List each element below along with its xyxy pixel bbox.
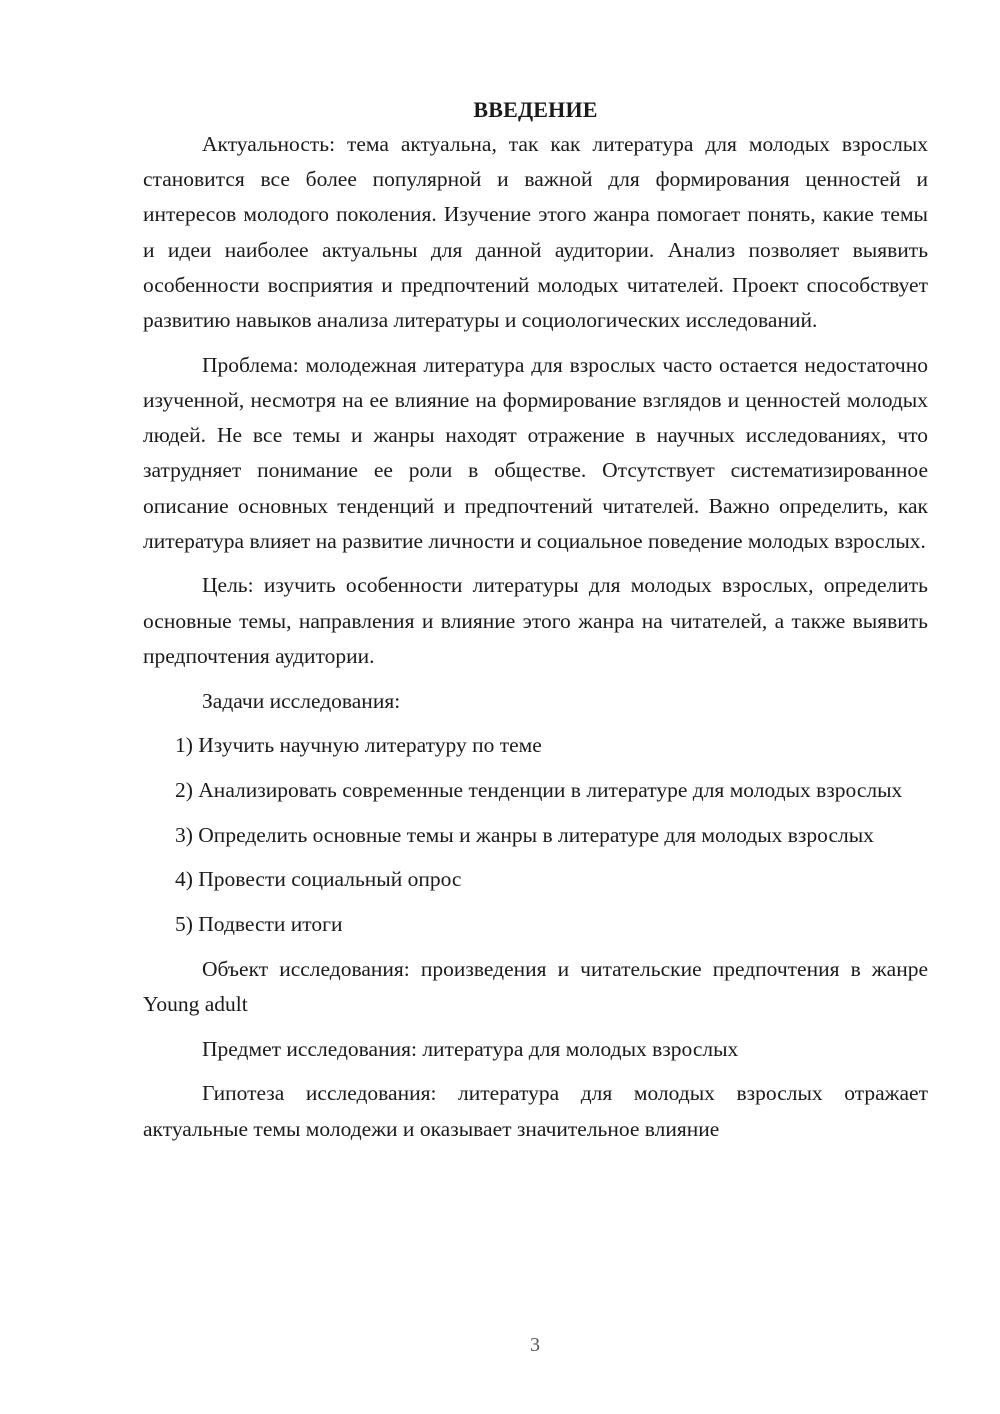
task-item: 4) Провести социальный опрос: [175, 867, 462, 892]
tasks-heading: Задачи исследования:: [202, 688, 401, 713]
hypothesis-paragraph: Гипотеза исследования: литература для молодых взрослых отражает актуальные темы молодежи и оказывает значительное влияние: [143, 1081, 928, 1141]
task-item: 3) Определить основные темы и жанры в литературе для молодых взрослых: [175, 822, 874, 847]
section-title: ВВЕДЕНИЕ: [473, 97, 598, 122]
task-item: 1) Изучить научную литературу по теме: [175, 733, 542, 758]
goal-paragraph: Цель: изучить особенности литературы для молодых взрослых, определить основные темы, направления и влияние этого жанра на читателей, а также выявить предпочтения аудитории.: [143, 573, 928, 668]
relevance-paragraph: Актуальность: тема актуальна, так как литература для молодых взрослых становится все более популярной и важной для формирования ценностей и интересов молодого поколения. Изучение этого жанра помогает понять, какие темы и идеи наиболее актуальны для данной аудитории. Анализ позволяет выявить особенности восприятия и предпочтений молодых читателей. Проект способствует развитию навыков анализа литературы и социологических исследований.: [143, 132, 928, 333]
task-item: 5) Подвести итоги: [175, 912, 343, 937]
problem-paragraph: Проблема: молодежная литература для взрослых часто остается недостаточно изученной, несмотря на ее влияние на формирование взглядов и ценностей молодых людей. Не все темы и жанры находят отражение в научных исследованиях, что затрудняет понимание ее роли в обществе. Отсутствует систематизированное описание основных тенденций и предпочтений читателей. Важно определить, как литература влияет на развитие личности и социальное поведение молодых взрослых.: [143, 352, 928, 553]
page-number: 3: [530, 1334, 540, 1356]
subject-paragraph: Предмет исследования: литература для молодых взрослых: [202, 1036, 739, 1061]
document-page: [143, 92, 928, 1147]
task-item: 2) Анализировать современные тенденции в литературе для молодых взрослых: [175, 777, 903, 802]
object-paragraph: Объект исследования: произведения и читательские предпочтения в жанре Young adult: [143, 956, 928, 1016]
